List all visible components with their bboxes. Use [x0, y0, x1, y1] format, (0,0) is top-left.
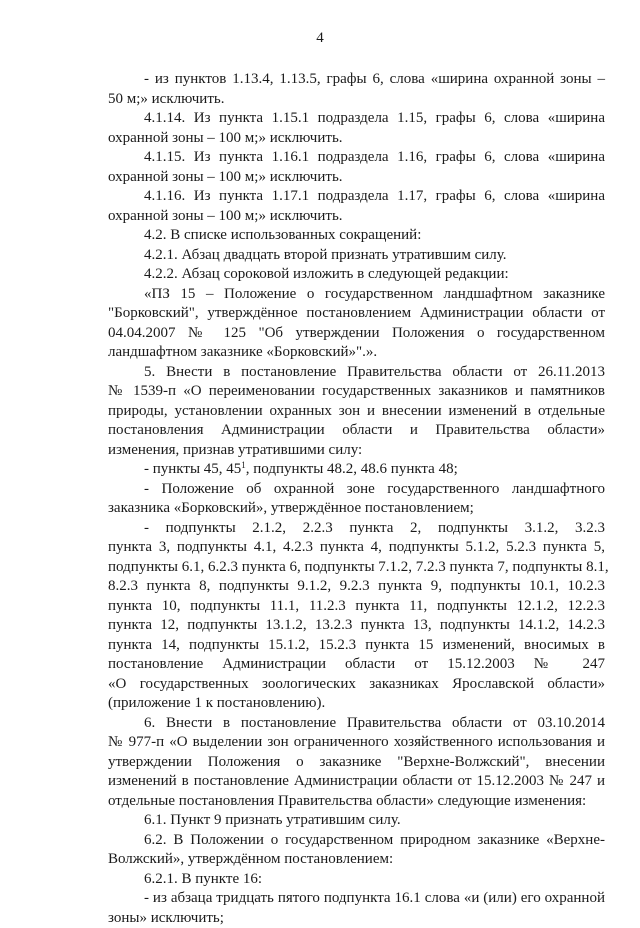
text-line: охранной зоны – 100 м;» исключить.	[108, 207, 605, 227]
text-line: 5. Внести в постановление Правительства области от 26.11.2013	[108, 363, 605, 383]
text-line: - из абзаца тридцать пятого подпункта 16.1 слова «и (или) его охранной	[108, 889, 605, 909]
text-line: пункта 12, подпункты 13.1.2, 13.2.3 пункта 13, подпункты 14.1.2, 14.2.3	[108, 616, 605, 636]
text-line: пункта 10, подпункты 11.1, 11.2.3 пункта 11, подпункты 12.1.2, 12.2.3	[108, 597, 605, 617]
text-line: охранной зоны – 100 м;» исключить.	[108, 168, 605, 188]
text-line: пункта 14, подпункты 15.1.2, 15.2.3 пункта 15 изменений, вносимых в	[108, 636, 605, 656]
text-line: - Положение об охранной зоне государственного ландшафтного	[108, 480, 605, 500]
text-line: № 1539-п «О переименовании государственных заказников и памятников	[108, 382, 605, 402]
text-line: «ПЗ 15 – Положение о государственном ландшафтном заказнике	[108, 285, 605, 305]
text-line: 04.04.2007 № 125 "Об утверждении Положения о государственном	[108, 324, 605, 344]
text-line: 6.2.1. В пункте 16:	[108, 870, 605, 890]
text-line: - подпункты 2.1.2, 2.2.3 пункта 2, подпункты 3.1.2, 3.2.3	[108, 519, 605, 539]
text-line: 4.1.15. Из пункта 1.16.1 подраздела 1.16, графы 6, слова «ширина	[108, 148, 605, 168]
text-line: отдельные постановления Правительства области» следующие изменения:	[108, 792, 605, 812]
text-line: охранной зоны – 100 м;» исключить.	[108, 129, 605, 149]
text-line: 8.2.3 пункта 8, подпункты 9.1.2, 9.2.3 пункта 9, подпункты 10.1, 10.2.3	[108, 577, 605, 597]
text-line: "Борковский", утверждённое постановлением Администрации области от	[108, 304, 605, 324]
text-line: зоны» исключить;	[108, 909, 605, 928]
text-line: «О государственных зоологических заказниках Ярославской области»	[108, 675, 605, 695]
text-line: заказника «Борковский», утверждённое постановлением;	[108, 499, 605, 519]
text-line: 6. Внести в постановление Правительства области от 03.10.2014	[108, 714, 605, 734]
text-line: 6.1. Пункт 9 признать утратившим силу.	[108, 811, 605, 831]
document-body	[108, 70, 605, 928]
text-line: изменения, признав утратившими силу:	[108, 441, 605, 461]
text-line: - пункты 45, $45^1$, подпункты 48.2, 48.6 пункта 48;	[108, 460, 605, 480]
text-line: № 977-п «О выделении зон ограниченного хозяйственного использования и	[108, 733, 605, 753]
text-line: постановления Администрации области и Правительства области»	[108, 421, 605, 441]
text-line: 4.1.14. Из пункта 1.15.1 подраздела 1.15, графы 6, слова «ширина	[108, 109, 605, 129]
text-line: (приложение 1 к постановлению).	[108, 694, 605, 714]
text-line: постановление Администрации области от 15.12.2003 № 247	[108, 655, 605, 675]
text-line: природы, установлении охранных зон и внесении изменений в отдельные	[108, 402, 605, 422]
text-line: - из пунктов 1.13.4, 1.13.5, графы 6, слова «ширина охранной зоны –	[108, 70, 605, 90]
text-line: 6.2. В Положении о государственном природном заказнике «Верхне-	[108, 831, 605, 851]
text-line: 4.2.2. Абзац сороковой изложить в следующей редакции:	[108, 265, 605, 285]
page-number: 4	[0, 30, 640, 47]
text-line: пункта 3, подпункты 4.1, 4.2.3 пункта 4, подпункты 5.1.2, 5.2.3 пункта 5,	[108, 538, 605, 558]
text-line: изменений в постановление Администрации области от 15.12.2003 № 247 и	[108, 772, 605, 792]
text-line: подпункты 6.1, 6.2.3 пункта 6, подпункты 7.1.2, 7.2.3 пункта 7, подпункты 8.1,	[108, 558, 605, 578]
text-line: 4.2. В списке использованных сокращений:	[108, 226, 605, 246]
text-line: 4.1.16. Из пункта 1.17.1 подраздела 1.17, графы 6, слова «ширина	[108, 187, 605, 207]
text-line: 4.2.1. Абзац двадцать второй признать утратившим силу.	[108, 246, 605, 266]
text-line: ландшафтном заказнике «Борковский»".».	[108, 343, 605, 363]
text-line: 50 м;» исключить.	[108, 90, 605, 110]
text-line: Волжский», утверждённом постановлением:	[108, 850, 605, 870]
text-line: утверждении Положения о заказнике "Верхне-Волжский", внесении	[108, 753, 605, 773]
